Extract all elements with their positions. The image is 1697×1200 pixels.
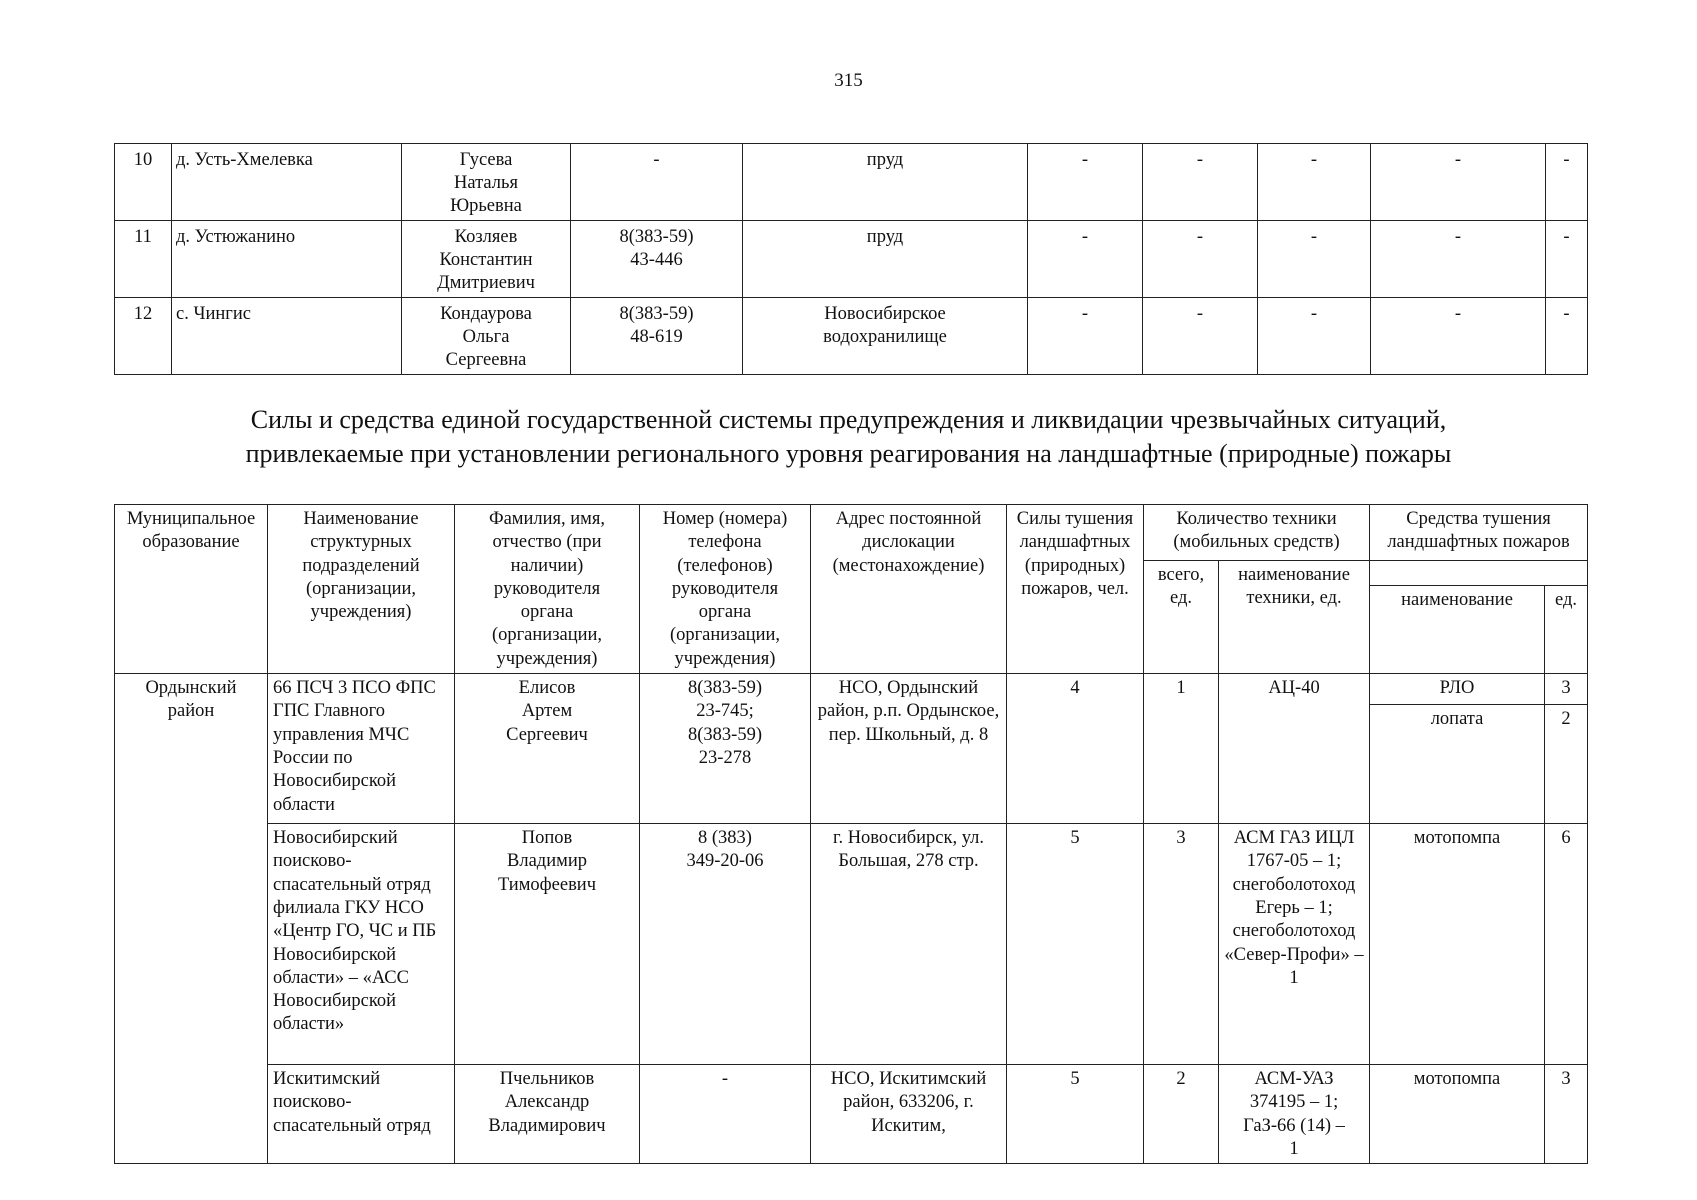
header-means: Средства тушения ландшафтных пожаров [1370, 505, 1588, 561]
header-means-qty: ед. [1545, 586, 1588, 674]
head-name: Козляев Константин Дмитриевич [402, 221, 571, 298]
table-row [115, 1065, 1588, 1164]
vehicles-total: 3 [1144, 824, 1219, 1065]
header-forces: Силы тушения ландшафтных (природных) пожаров, чел. [1007, 505, 1144, 674]
water-source: пруд [743, 144, 1028, 221]
address: НСО, Ордынский район, р.п. Ордынское, пер. Школьный, д. 8 [811, 674, 1007, 824]
header-division: Наименование структурных подразделений (организации, учреждения) [268, 505, 455, 674]
row-number: 12 [115, 298, 172, 375]
header-head-name: Фамилия, имя, отчество (при наличии) руководителя органа (организации, учреждения) [455, 505, 640, 674]
cell-value: - [1546, 298, 1588, 375]
address: НСО, Искитимский район, 633206, г. Искитим, [811, 1065, 1007, 1164]
header-vehicles-name: наименование техники, ед. [1219, 561, 1370, 674]
forces-count: 4 [1007, 674, 1144, 824]
phone-line: 8 (383) [698, 828, 752, 849]
settlements-table [114, 143, 1588, 375]
phone-line: 23-278 [698, 747, 752, 768]
means-name: лопата [1370, 705, 1545, 824]
cell-value: - [1258, 298, 1371, 375]
phone: - [640, 1065, 811, 1164]
header-vehicles: Количество техники (мобильных средств) [1144, 505, 1370, 561]
head-name: Попов Владимир Тимофеевич [455, 824, 640, 1065]
phone-line: 349-20-06 [686, 851, 764, 872]
cell-value: - [1258, 221, 1371, 298]
means-name: мотопомпа [1370, 824, 1545, 1065]
header-means-name: наименование [1370, 586, 1545, 674]
section-heading [0, 403, 1697, 471]
page-number: 315 [834, 70, 863, 91]
address: г. Новосибирск, ул. Большая, 278 стр. [811, 824, 1007, 1065]
table-row [115, 674, 1588, 705]
means-qty: 3 [1545, 1065, 1588, 1164]
cell-value: - [1371, 221, 1546, 298]
cell-value: - [1143, 221, 1258, 298]
head-name: Гусева Наталья Юрьевна [402, 144, 571, 221]
row-number: 11 [115, 221, 172, 298]
phone-line: 23-745; [696, 701, 754, 722]
cell-value: - [1143, 298, 1258, 375]
municipality-continued [115, 1065, 268, 1164]
table-row [115, 298, 1588, 375]
cell-value: - [1546, 144, 1588, 221]
heading-line-2: привлекаемые при установлении регионального уровня реагирования на ландшафтные (природные) пожары [245, 439, 1452, 468]
vehicles-total: 1 [1144, 674, 1219, 824]
head-name: Пчельников Александр Владимирович [455, 1065, 640, 1164]
phone [640, 674, 811, 824]
division-name: 66 ПСЧ 3 ПСО ФПС ГПС Главного управления МЧС России по Новосибирской области [268, 674, 455, 824]
cell-value: - [1143, 144, 1258, 221]
division-name: Искитимский поисково-спасательный отряд [268, 1065, 455, 1164]
header-vehicles-total: всего, ед. [1144, 561, 1219, 674]
cell-value: - [1028, 298, 1143, 375]
phone-line: 8(383-59) [688, 724, 762, 745]
water-source: пруд [743, 221, 1028, 298]
header-municipal: Муниципальное образование [115, 505, 268, 674]
settlement-name: д. Усть-Хмелевка [172, 144, 402, 221]
header-means-spacer [1370, 561, 1588, 586]
header-row [115, 505, 1588, 561]
header-phone: Номер (номера) телефона (телефонов) руководителя органа (организации, учреждения) [640, 505, 811, 674]
phone: 8(383-59) 48-619 [571, 298, 743, 375]
head-name: Елисов Артем Сергеевич [455, 674, 640, 824]
cell-value: - [1258, 144, 1371, 221]
cell-value: - [1371, 144, 1546, 221]
municipality-continued [115, 824, 268, 1065]
table-row [115, 824, 1588, 1065]
phone-line: 8(383-59) [688, 678, 762, 699]
table-row [115, 144, 1588, 221]
row-number: 10 [115, 144, 172, 221]
vehicles-name: АЦ-40 [1219, 674, 1370, 824]
cell-value: - [1546, 221, 1588, 298]
vehicles-total: 2 [1144, 1065, 1219, 1164]
means-qty: 3 [1545, 674, 1588, 705]
cell-value: - [1371, 298, 1546, 375]
means-qty: 2 [1545, 705, 1588, 824]
division-name: Новосибирский поисково-спасательный отряд филиала ГКУ НСО «Центр ГО, ЧС и ПБ Новосибирской области» – «АСС Новосибирской области» [268, 824, 455, 1065]
head-name: Кондаурова Ольга Сергеевна [402, 298, 571, 375]
header-address: Адрес постоянной дислокации (местонахождение) [811, 505, 1007, 674]
settlement-name: д. Устюжанино [172, 221, 402, 298]
means-name: мотопомпа [1370, 1065, 1545, 1164]
forces-table [114, 504, 1588, 1164]
means-name: РЛО [1370, 674, 1545, 705]
settlement-name: с. Чингис [172, 298, 402, 375]
water-source: Новосибирское водохранилище [743, 298, 1028, 375]
municipality: Ордынский район [115, 674, 268, 824]
table-row [115, 221, 1588, 298]
forces-count: 5 [1007, 1065, 1144, 1164]
vehicles-name: АСМ ГАЗ ИЦЛ 1767-05 – 1; снегоболотоход Егерь – 1; снегоболотоход «Север-Профи» – 1 [1219, 824, 1370, 1065]
heading-line-1: Силы и средства единой государственной системы предупреждения и ликвидации чрезвычайных ситуаций, [250, 405, 1447, 434]
cell-value: - [1028, 221, 1143, 298]
forces-count: 5 [1007, 824, 1144, 1065]
phone [640, 824, 811, 1065]
vehicles-name: АСМ-УАЗ 374195 – 1; ГаЗ-66 (14) – 1 [1219, 1065, 1370, 1164]
means-qty: 6 [1545, 824, 1588, 1065]
phone: 8(383-59) 43-446 [571, 221, 743, 298]
phone: - [571, 144, 743, 221]
cell-value: - [1028, 144, 1143, 221]
